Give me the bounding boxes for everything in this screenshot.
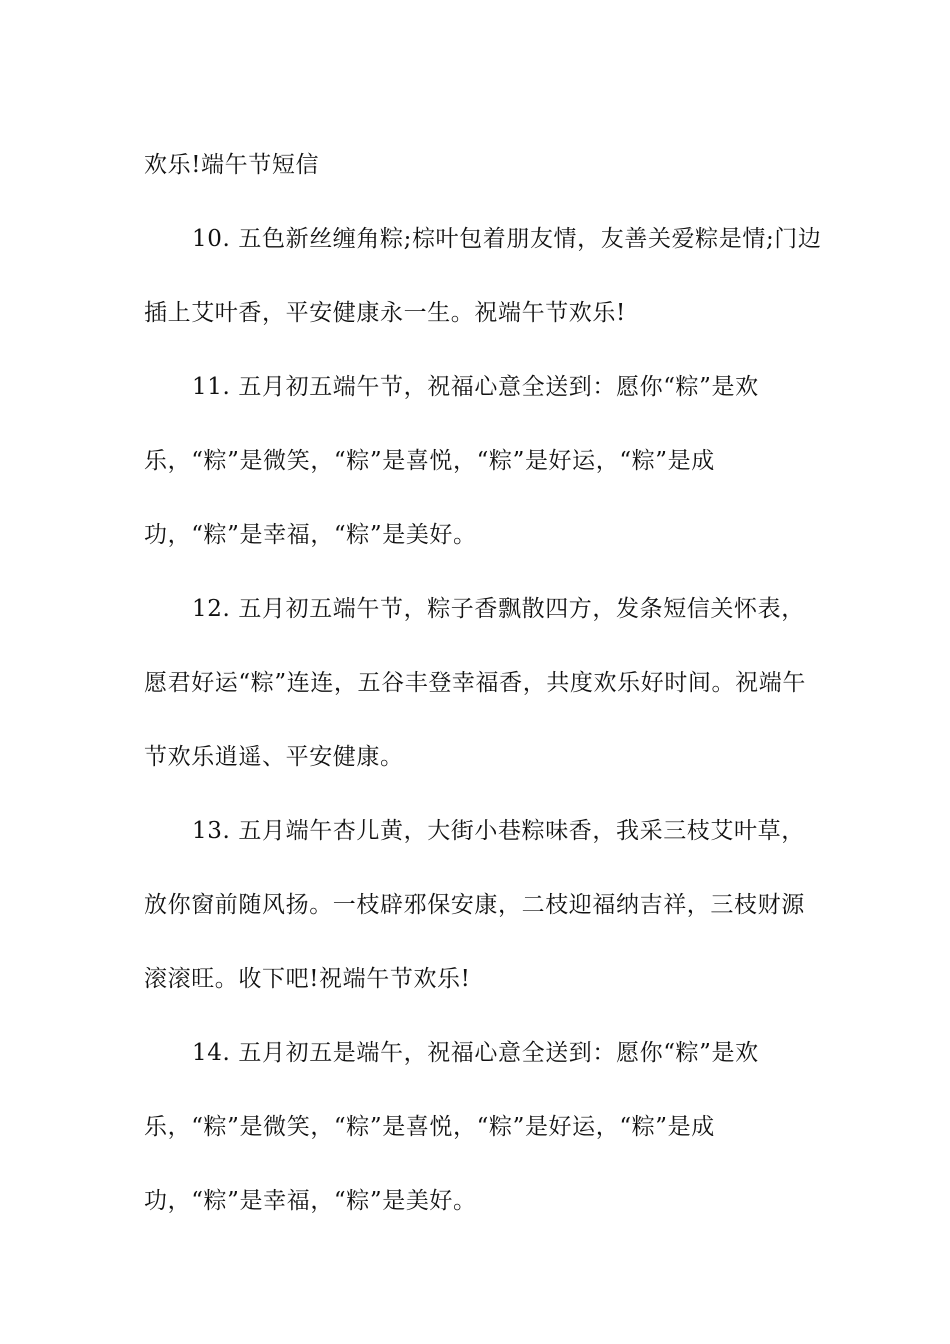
paragraph-10: [144, 202, 824, 350]
paragraph-number: 11.: [192, 374, 231, 400]
paragraph-text: 五月初五端午节，粽子香飘散四方，发条短信关怀表，愿君好运“粽”连连，五谷丰登幸福香，共度欢乐好时间。祝端午节欢乐逍遥、平安健康。: [144, 596, 806, 770]
paragraph-14: [144, 1016, 824, 1238]
paragraph-11: [144, 350, 824, 572]
document-body: [144, 128, 824, 1238]
paragraph-text: 五月初五端午节，祝福心意全送到：愿你“粽”是欢乐，“粽”是微笑，“粽”是喜悦，“粽”是好运，“粽”是成功，“粽”是幸福，“粽”是美好。: [144, 374, 759, 548]
paragraph-text: 五月初五是端午，祝福心意全送到：愿你“粽”是欢乐，“粽”是微笑，“粽”是喜悦，“粽”是好运，“粽”是成功，“粽”是幸福，“粽”是美好。: [144, 1040, 759, 1214]
paragraph-text: 欢乐!端午节短信: [144, 152, 320, 178]
paragraph-text: 五月端午杏儿黄，大街小巷粽味香，我采三枝艾叶草，放你窗前随风扬。一枝辟邪保安康，二枝迎福纳吉祥，三枝财源滚滚旺。收下吧!祝端午节欢乐!: [144, 818, 805, 992]
paragraph-number: 10.: [192, 226, 231, 252]
paragraph-number: 14.: [192, 1040, 231, 1066]
paragraph-number: 13.: [192, 818, 231, 844]
paragraph-text: 五色新丝缠角粽;棕叶包着朋友情，友善关爱粽是情;门边插上艾叶香，平安健康永一生。祝端午节欢乐!: [144, 226, 822, 326]
paragraph-number: 12.: [192, 596, 231, 622]
paragraph-12: [144, 572, 824, 794]
paragraph-continuation: [144, 128, 824, 202]
paragraph-13: [144, 794, 824, 1016]
